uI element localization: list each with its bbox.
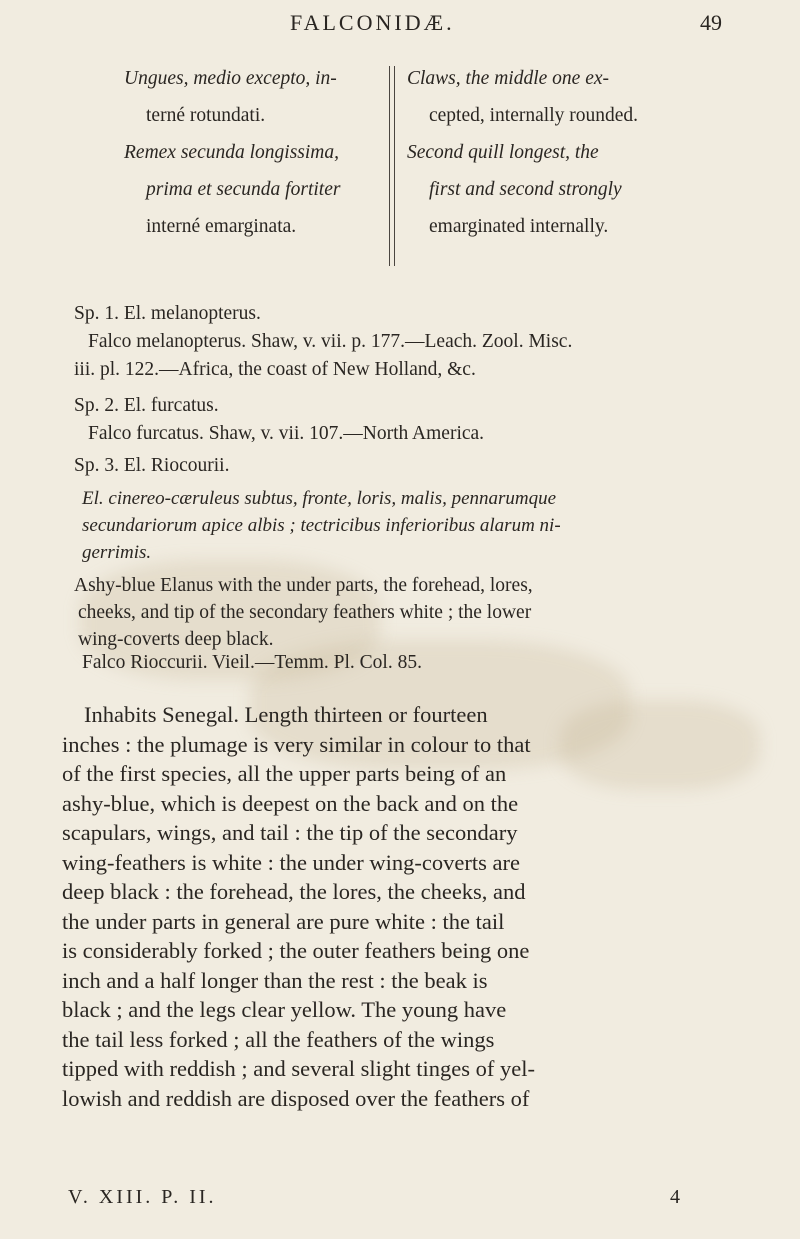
page-footer xyxy=(68,1186,768,1216)
body-line: lowish and reddish are disposed over the feathers of xyxy=(62,1085,530,1111)
english-line: first and second strongly xyxy=(429,179,622,200)
column-divider xyxy=(389,66,395,266)
body-line: the tail less forked ; all the feathers of the wings xyxy=(62,1026,495,1052)
generic-characters-columns xyxy=(124,60,724,270)
body-line: ashy-blue, which is deepest on the back and on the xyxy=(62,790,519,816)
english-line: Claws, the middle one ex- xyxy=(407,68,609,89)
english-description-line: cheeks, and tip of the secondary feathers white ; the lower xyxy=(78,602,532,623)
synonym-line: Falco Rioccurii. Vieil.—Temm. Pl. Col. 85. xyxy=(82,652,422,673)
species-heading: Sp. 1. El. melanopterus. xyxy=(74,303,261,324)
species-2 xyxy=(74,392,774,448)
signature: V. XIII. P. II. xyxy=(68,1186,217,1208)
species-synonymy: iii. pl. 122.—Africa, the coast of New Holland, &c. xyxy=(74,359,476,380)
body-line: inch and a half longer than the rest : the beak is xyxy=(62,967,488,993)
latin-line: Ungues, medio excepto, in- xyxy=(124,68,337,89)
english-line: cepted, internally rounded. xyxy=(429,105,639,126)
body-line: tipped with reddish ; and several slight tinges of yel- xyxy=(62,1056,536,1081)
latin-description-line: El. cinereo-cæruleus subtus, fronte, loris, malis, pennarumque xyxy=(82,488,557,509)
latin-description-line: secundariorum apice albis ; tectricibus inferioribus alarum ni- xyxy=(82,515,561,536)
latin-description xyxy=(82,485,782,566)
body-paragraph xyxy=(62,700,742,1113)
latin-line: interné emarginata. xyxy=(146,216,297,237)
body-line: the under parts in general are pure white : the tail xyxy=(62,908,505,934)
body-line: scapulars, wings, and tail : the tip of the secondary xyxy=(62,820,518,845)
species-1 xyxy=(74,300,774,384)
page-number: 49 xyxy=(700,10,722,35)
english-column xyxy=(407,60,727,245)
page-header xyxy=(0,10,800,40)
body-line: of the first species, all the upper parts being of an xyxy=(62,761,507,786)
latin-line: prima et secunda fortiter xyxy=(146,179,341,200)
signature-mark: 4 xyxy=(670,1186,680,1208)
english-description-line: Ashy-blue Elanus with the under parts, the forehead, lores, xyxy=(74,575,533,596)
body-line: is considerably forked ; the outer feathers being one xyxy=(62,938,530,963)
body-line: inches : the plumage is very similar in colour to that xyxy=(62,731,531,757)
latin-line: terné rotundati. xyxy=(146,105,266,126)
species-heading: Sp. 3. El. Riocourii. xyxy=(74,455,230,476)
english-description-line: wing-coverts deep black. xyxy=(78,629,274,650)
running-title: FALCONIDÆ. xyxy=(290,10,455,35)
latin-description-line: gerrimis. xyxy=(82,542,152,563)
species-heading: Sp. 2. El. furcatus. xyxy=(74,395,219,416)
body-line: black ; and the legs clear yellow. The young have xyxy=(62,997,507,1022)
species-3 xyxy=(74,452,774,480)
body-line: Inhabits Senegal. Length thirteen or fourteen xyxy=(84,702,488,727)
english-line: Second quill longest, the xyxy=(407,142,599,163)
latin-column xyxy=(124,60,394,245)
english-short-description xyxy=(74,572,784,653)
latin-line: Remex secunda longissima, xyxy=(124,142,339,163)
species-synonymy: Falco melanopterus. Shaw, v. vii. p. 177.—Leach. Zool. Misc. xyxy=(88,331,573,352)
body-line: deep black : the forehead, the lores, the cheeks, and xyxy=(62,879,526,904)
english-line: emarginated internally. xyxy=(429,216,609,237)
species-synonymy: Falco furcatus. Shaw, v. vii. 107.—North America. xyxy=(88,423,485,444)
body-line: wing-feathers is white : the under wing-coverts are xyxy=(62,849,520,875)
